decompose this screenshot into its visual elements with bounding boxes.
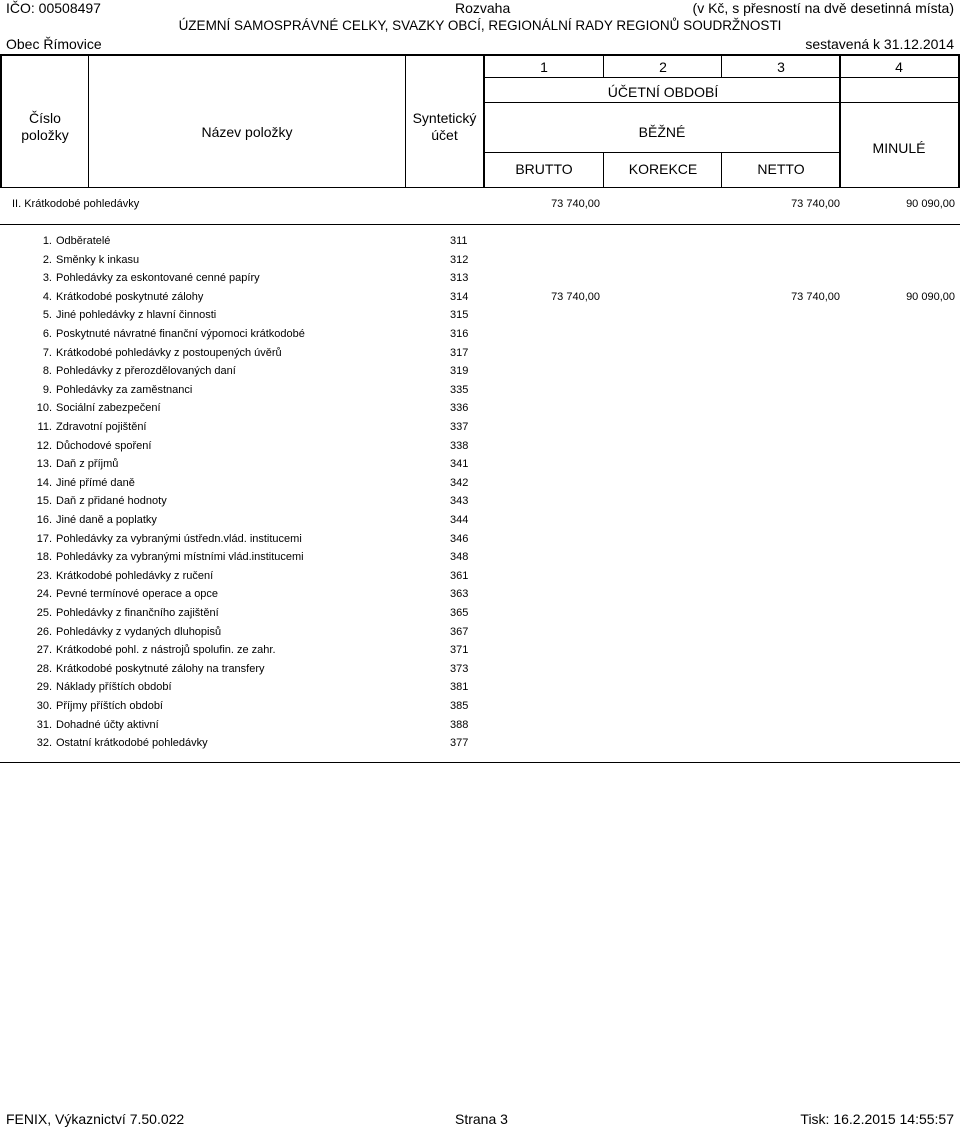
row-account: 337: [450, 421, 469, 433]
col-number-4: 4: [895, 59, 903, 75]
row-account: 365: [450, 607, 469, 619]
row-number: 25.: [36, 607, 52, 619]
table-row: [0, 233, 960, 252]
table-row: [0, 307, 960, 326]
entity-type: ÚZEMNÍ SAMOSPRÁVNÉ CELKY, SVAZKY OBCÍ, REGIONÁLNÍ RADY REGIONŮ SOUDRŽNOSTI: [178, 18, 782, 33]
section-minule: 90 090,00: [906, 198, 955, 210]
row-account: 381: [450, 681, 469, 694]
row-name: Pohledávky za eskontované cenné papíry: [56, 272, 260, 285]
row-name: Poskytnuté návratné finanční výpomoci krátkodobé: [56, 328, 305, 340]
row-number: 9.: [42, 383, 52, 396]
col-number-2: 2: [659, 59, 667, 75]
section-netto: 73 740,00: [791, 198, 840, 210]
row-account: 338: [450, 439, 469, 452]
table-row: [0, 456, 960, 475]
row-name: Pohledávky za vybranými ústředn.vlád. institucemi: [56, 532, 302, 545]
row-account: 311: [450, 235, 468, 247]
table-row: [0, 438, 960, 457]
row-number: 26.: [36, 625, 52, 638]
row-account: 335: [450, 383, 469, 396]
table-row: [0, 661, 960, 680]
row-account: 341: [450, 458, 469, 471]
table-row: [0, 512, 960, 531]
row-account: 344: [450, 514, 469, 526]
col-number-3: 3: [777, 59, 785, 75]
col-number-1: 1: [540, 59, 548, 75]
row-name: Směnky k inkasu: [56, 253, 140, 266]
row-name: Pohledávky z finančního zajištění: [56, 607, 219, 619]
row-name: Krátkodobé poskytnuté zálohy na transfery: [56, 662, 265, 675]
row-brutto: 73 740,00: [551, 290, 600, 303]
row-account: 348: [450, 551, 469, 564]
row-number: 17.: [36, 532, 52, 545]
table-row: [0, 586, 960, 605]
row-name: Krátkodobé pohledávky z ručení: [56, 569, 214, 582]
row-account: 371: [450, 644, 469, 657]
row-number: 5.: [42, 309, 52, 322]
header-current: BĚŽNÉ: [638, 124, 686, 140]
table-row: [0, 289, 960, 308]
row-number: 3.: [42, 272, 52, 285]
footer-software: FENIX, Výkaznictví 7.50.022: [6, 1111, 185, 1127]
row-account: 317: [450, 346, 469, 359]
report-title: Rozvaha: [455, 0, 511, 16]
footer-printed: Tisk: 16.2.2015 14:55:57: [800, 1111, 954, 1127]
row-number: 7.: [42, 346, 52, 359]
row-number: 12.: [36, 439, 52, 452]
row-number: 29.: [36, 681, 52, 694]
row-name: Pohledávky z vydaných dluhopisů: [56, 625, 222, 638]
row-account: 385: [450, 700, 469, 712]
table-row: [0, 624, 960, 643]
row-name: Pohledávky za vybranými místními vlád.institucemi: [56, 551, 304, 564]
row-name: Odběratelé: [56, 235, 111, 247]
table-row: [0, 363, 960, 382]
table-row: [0, 419, 960, 438]
table-row: [0, 400, 960, 419]
row-number: 27.: [36, 644, 52, 657]
row-account: 373: [450, 662, 469, 675]
ico-label: IČO: 00508497: [6, 0, 101, 16]
row-number: 16.: [36, 514, 52, 526]
row-account: 388: [450, 718, 469, 731]
row-name: Daň z přidané hodnoty: [56, 495, 167, 508]
row-netto: 73 740,00: [791, 290, 840, 303]
row-number: 8.: [42, 365, 52, 378]
row-number: 2.: [42, 253, 52, 266]
table-row: [0, 493, 960, 512]
row-account: 367: [450, 625, 469, 638]
table-row: [0, 568, 960, 587]
row-number: 18.: [36, 551, 52, 564]
row-number: 15.: [36, 495, 52, 508]
section-brutto: 73 740,00: [551, 198, 600, 210]
entity-name: Obec Římovice: [6, 36, 102, 52]
row-number: 31.: [36, 718, 52, 731]
section-row: [0, 194, 960, 216]
table-row: [0, 270, 960, 289]
row-name: Daň z příjmů: [56, 458, 119, 471]
row-name: Krátkodobé poskytnuté zálohy: [56, 290, 204, 303]
row-name: Krátkodobé pohl. z nástrojů spolufin. ze zahr.: [56, 644, 276, 657]
table-row: [0, 698, 960, 717]
row-number: 32.: [36, 737, 52, 750]
row-name: Pevné termínové operace a opce: [56, 588, 219, 601]
row-name: Zdravotní pojištění: [56, 421, 147, 433]
row-minule: 90 090,00: [906, 290, 955, 303]
compiled-date: sestavená k 31.12.2014: [805, 36, 954, 52]
table-row: [0, 531, 960, 550]
row-name: Pohledávky z přerozdělovaných daní: [56, 365, 236, 378]
table-row: [0, 326, 960, 345]
table-row: [0, 475, 960, 494]
row-name: Dohadné účty aktivní: [56, 718, 159, 731]
row-name: Náklady příštích období: [56, 681, 172, 694]
row-number: 13.: [36, 458, 52, 471]
row-number: 28.: [36, 662, 52, 675]
table-row: [0, 549, 960, 568]
row-account: 336: [450, 402, 469, 415]
footer-page: Strana 3: [455, 1111, 508, 1127]
header-previous: MINULÉ: [872, 140, 926, 156]
row-account: 314: [450, 290, 469, 303]
row-account: 313: [450, 272, 469, 285]
table-row: [0, 717, 960, 736]
header-brutto: BRUTTO: [515, 161, 573, 177]
row-account: 319: [450, 365, 469, 378]
row-name: Ostatní krátkodobé pohledávky: [56, 737, 208, 750]
row-number: 23.: [36, 569, 52, 582]
row-account: 312: [450, 253, 469, 266]
row-name: Jiné daně a poplatky: [56, 514, 157, 526]
row-name: Jiné pohledávky z hlavní činnosti: [56, 309, 217, 322]
table-row: [0, 345, 960, 364]
row-account: 363: [450, 588, 469, 601]
row-account: 343: [450, 495, 469, 508]
row-number: 4.: [42, 290, 52, 303]
row-account: 361: [450, 569, 469, 582]
row-name: Důchodové spoření: [56, 439, 152, 452]
row-name: Jiné přímé daně: [56, 476, 135, 489]
table-row: [0, 605, 960, 624]
table-row: [0, 382, 960, 401]
header-accounting-period: ÚČETNÍ OBDOBÍ: [607, 84, 719, 100]
table-row: [0, 642, 960, 661]
row-account: 315: [450, 309, 469, 322]
row-number: 6.: [42, 328, 52, 340]
table-row: [0, 679, 960, 698]
header-korekce: KOREKCE: [628, 161, 698, 177]
row-account: 346: [450, 532, 469, 545]
row-name: Sociální zabezpečení: [56, 402, 161, 415]
row-name: Příjmy příštích období: [56, 700, 163, 712]
row-account: 342: [450, 476, 469, 489]
row-number: 10.: [36, 402, 52, 415]
units-note: (v Kč, s přesností na dvě desetinná místa): [692, 0, 954, 16]
header-netto: NETTO: [757, 161, 805, 177]
row-number: 1.: [42, 235, 52, 247]
row-name: Krátkodobé pohledávky z postoupených úvěrů: [56, 346, 282, 359]
header-item-name: Název položky: [201, 124, 293, 140]
row-number: 14.: [36, 476, 52, 489]
row-number: 30.: [36, 700, 52, 712]
table-row: [0, 252, 960, 271]
row-account: 377: [450, 737, 469, 750]
table-row: [0, 735, 960, 754]
header-item-number: Číslo položky: [21, 110, 69, 143]
row-name: Pohledávky za zaměstnanci: [56, 383, 193, 396]
section-label: II. Krátkodobé pohledávky: [12, 198, 140, 210]
row-number: 11.: [37, 421, 52, 433]
header-synthetic-account: Syntetický účet: [412, 110, 477, 143]
row-account: 316: [450, 328, 469, 340]
row-number: 24.: [36, 588, 52, 601]
